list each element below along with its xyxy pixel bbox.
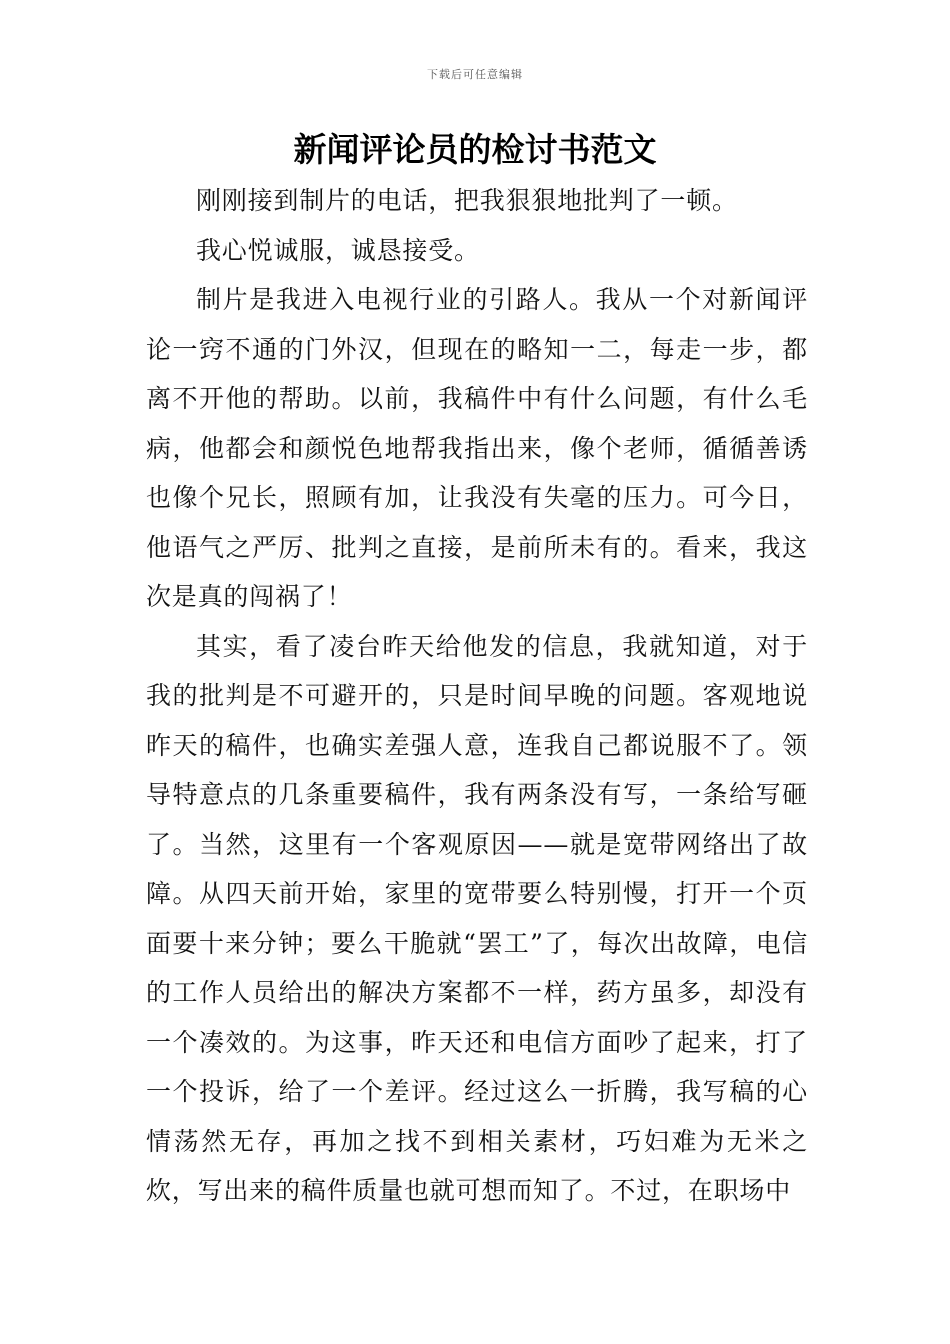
download-note: 下载后可任意编辑 [427,68,523,81]
paragraph-4: 其实，看了凌台昨天给他发的信息，我就知道，对于我的批判是不可避开的，只是时间早晚的问题。客观地说昨天的稿件，也确实差强人意，连我自己都说服不了。领导特意点的几条重要稿件，我有两条没有写，一条给写砸了。当然，这里有一个客观原因——就是宽带网络出了故障。从四天前开始，家里的宽带要么特别慢，打开一个页面要十来分钟；要么干脆就“罢工”了，每次出故障，电信的工作人员给出的解决方案都不一样，药方虽多，却没有一个凑效的。为这事，昨天还和电信方面吵了起来，打了一个投诉，给了一个差评。经过这么一折腾，我写稿的心情荡然无存，再加之找不到相关素材，巧妇难为无米之炊，写出来的稿件质量也就可想而知了。不过，在职场中 [146,631,808,1205]
paragraph-2: 我心悦诚服，诚恳接受。 [196,235,480,265]
document-body [146,176,808,1216]
paragraph-1: 刚刚接到制片的电话，把我狠狠地批判了一顿。 [196,186,738,215]
document-title: 新闻评论员的检讨书范文 [293,130,657,169]
paragraph-3: 制片是我进入电视行业的引路人。我从一个对新闻评论一窍不通的门外汉，但现在的略知一二，每走一步，都离不开他的帮助。以前，我稿件中有什么问题，有什么毛病，他都会和颜悦色地帮我指出来，像个老师，循循善诱也像个兄长，照顾有加，让我没有失毫的压力。可今日，他语气之严厉、批判之直接，是前所未有的。看来，我这次是真的闯祸了！ [146,285,808,611]
